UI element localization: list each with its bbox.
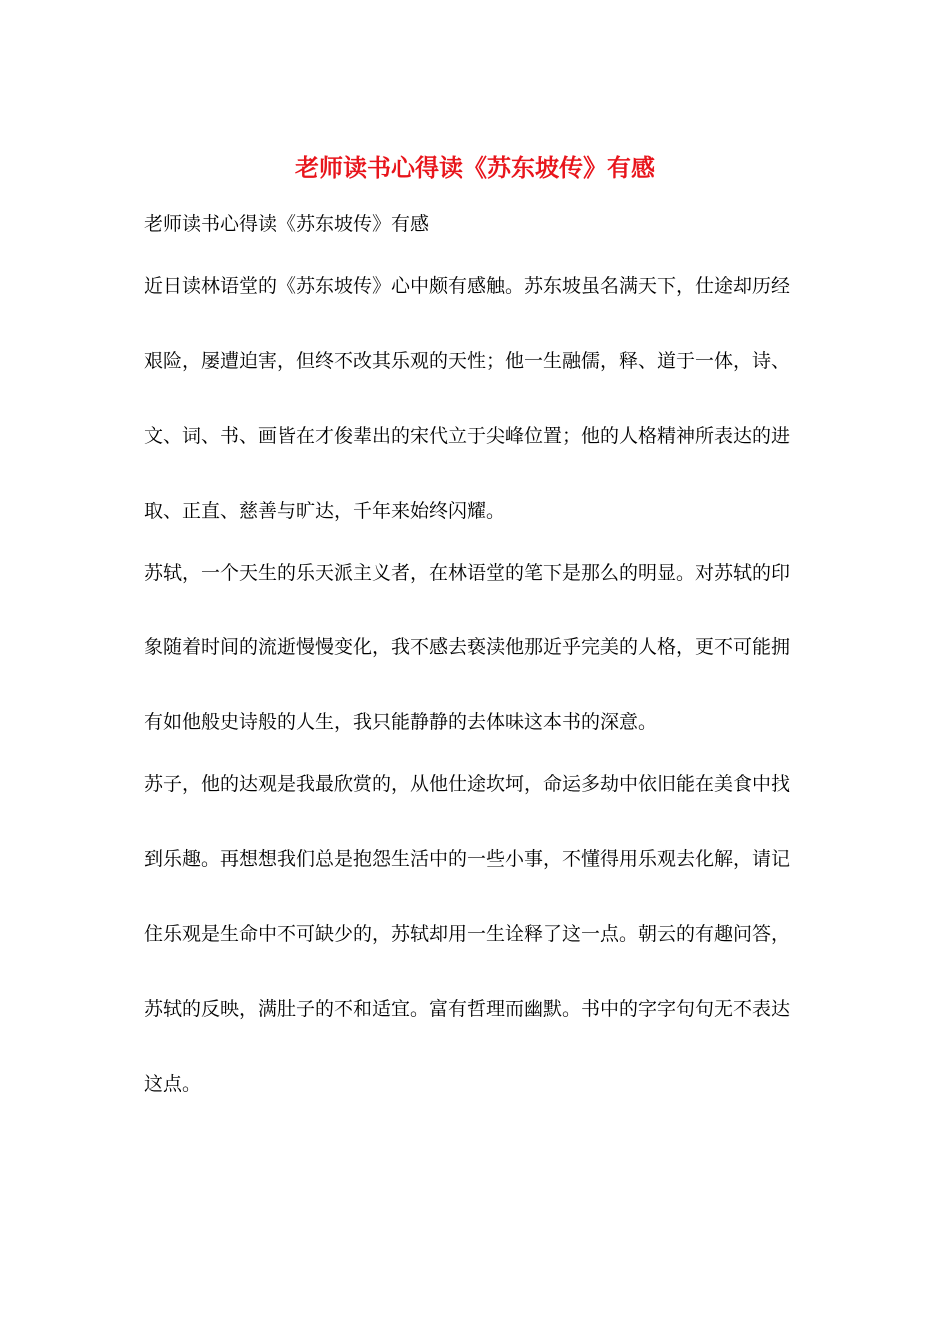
- text-line: 取、正直、慈善与旷达，千年来始终闪耀。: [144, 500, 506, 522]
- text-line: 苏轼的反映，满肚子的不和适宜。富有哲理而幽默。书中的字字句句无不表达: [144, 998, 791, 1020]
- document-subtitle: 老师读书心得读《苏东坡传》有感: [144, 213, 430, 235]
- text-line: 苏轼，一个天生的乐天派主义者，在林语堂的笔下是那么的明显。对苏轼的印: [144, 562, 791, 584]
- text-line: 象随着时间的流逝慢慢变化，我不感去亵渎他那近乎完美的人格，更不可能拥: [144, 636, 791, 658]
- text-line: 文、词、书、画皆在才俊辈出的宋代立于尖峰位置；他的人格精神所表达的进: [144, 425, 791, 447]
- text-line: 到乐趣。再想想我们总是抱怨生活中的一些小事，不懂得用乐观去化解，请记: [144, 848, 791, 870]
- text-line: 有如他般史诗般的人生，我只能静静的去体味这本书的深意。: [144, 711, 658, 733]
- text-line: 艰险，屡遭迫害，但终不改其乐观的天性；他一生融儒，释、道于一体，诗、: [144, 350, 791, 372]
- text-line: 近日读林语堂的《苏东坡传》心中颇有感触。苏东坡虽名满天下，仕途却历经: [144, 275, 791, 297]
- text-line: 苏子，他的达观是我最欣赏的，从他仕途坎坷，命运多劫中依旧能在美食中找: [144, 773, 791, 795]
- text-line: 住乐观是生命中不可缺少的，苏轼却用一生诠释了这一点。朝云的有趣问答，: [144, 923, 791, 945]
- document-title: 老师读书心得读《苏东坡传》有感: [295, 153, 655, 182]
- text-line: 这点。: [144, 1073, 202, 1095]
